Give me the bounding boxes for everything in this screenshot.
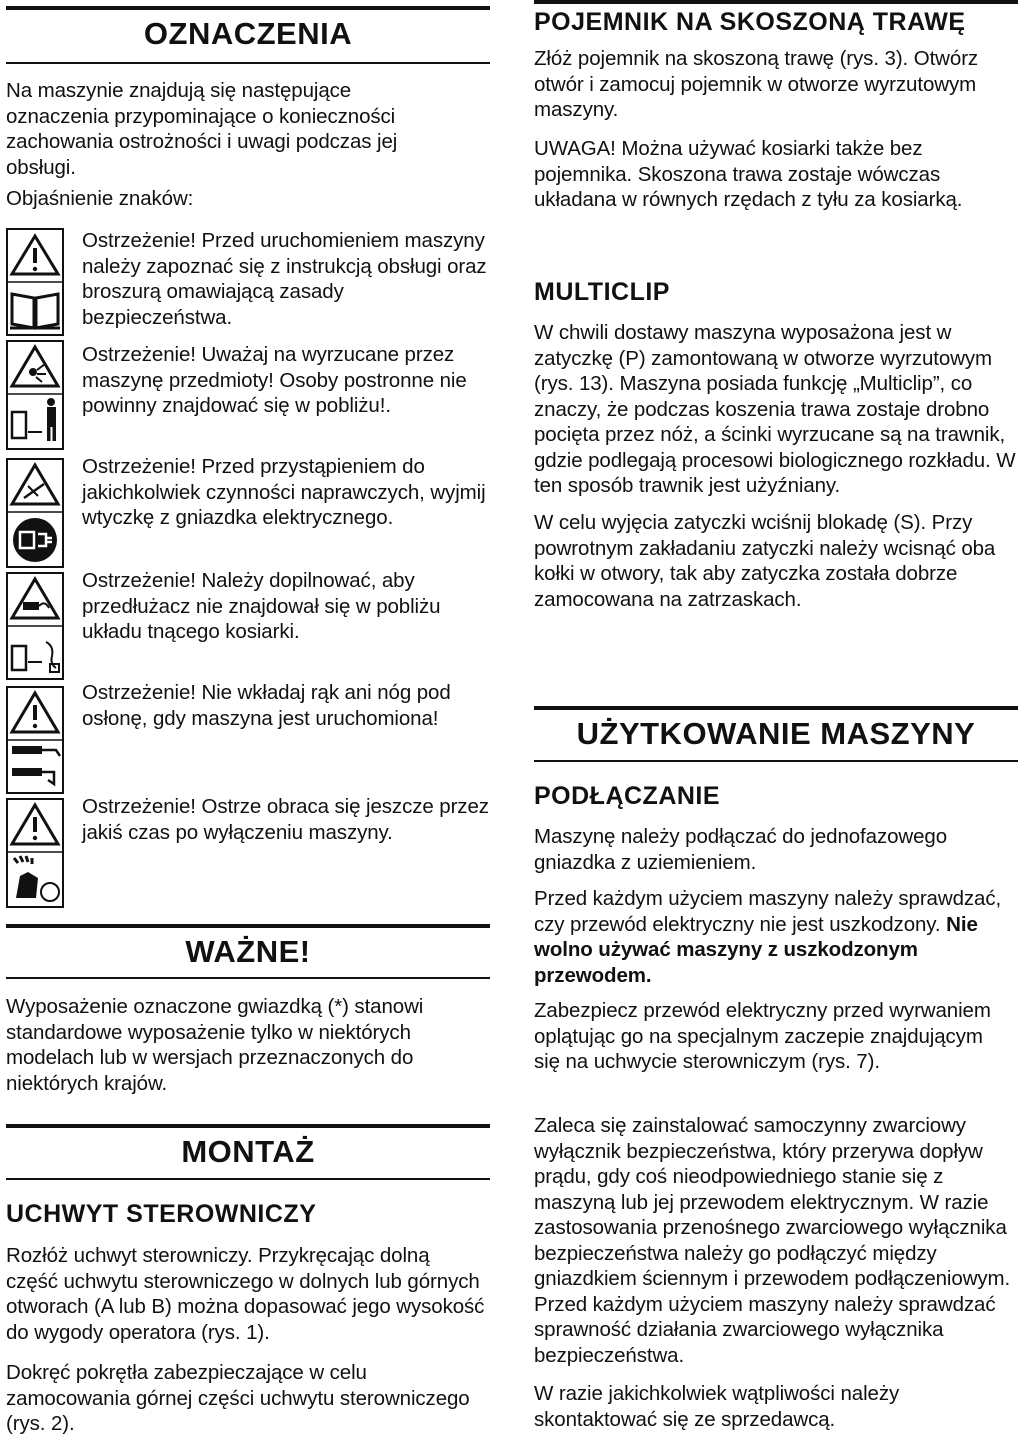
section-title-oznaczenia: OZNACZENIA — [143, 16, 353, 51]
sign-icons — [6, 458, 64, 568]
hand-foot-blade-icon — [12, 746, 60, 784]
thrown-objects-warning-icon — [12, 347, 58, 386]
pojemnik-paragraph: UWAGA! Można używać kosiarki także bez pojemnika. Skoszona trawa zostaje wówczas układana w równych rzędach z tyłu za kosiarką. — [534, 137, 963, 211]
montaz-paragraph: Rozłóż uchwyt sterowniczy. Przykręcając dolną część uchwytu sterowniczego w dolnych lub górnych otworach (A lub B) można dopasować jego wysokość do wygody operatora (rys. 1). — [6, 1244, 485, 1344]
section-rule-bottom — [534, 760, 1018, 762]
sign-icons — [6, 228, 64, 336]
sign-icons — [6, 798, 64, 908]
damaged-cable-warning: Nie wolno używać maszyny z uszkodzonym przewodem. — [534, 912, 978, 987]
sign-icon-box — [6, 228, 66, 336]
subsection-title-podlaczanie: PODŁĄCZANIE — [534, 782, 721, 810]
multiclip-paragraph: W celu wyjęcia zatyczki wciśnij blokadę (S). Przy powrotnym zakładaniu zatyczki należy wcisnąć oba kołki w otwory, tak aby zatyczka została dobrze zamocowana na zatrzaskach. — [534, 511, 996, 611]
sign-icon-box — [6, 798, 66, 908]
open-book-icon — [10, 294, 60, 328]
section-rule-top — [6, 924, 490, 928]
section-rule-bottom — [6, 977, 490, 979]
section-rule-top — [6, 1124, 490, 1128]
sign-text: Ostrzeżenie! Przed przystąpieniem do jakichkolwiek czynności naprawczych, wyjmij wtyczkę z gniazdka elektrycznego. — [82, 455, 486, 529]
sign-icon-box — [6, 686, 66, 794]
section-title-pojemnik: POJEMNIK NA SKOSZONĄ TRAWĘ — [534, 8, 966, 36]
subsection-title-uchwyt: UCHWYT STEROWNICZY — [6, 1200, 317, 1228]
cable-check-text: Przed każdym użyciem maszyny należy sprawdzać, czy przewód elektryczny nie jest uszkodzony. — [534, 887, 1002, 936]
section-rule-bottom — [6, 62, 490, 64]
uzytkowanie-paragraph: W razie jakichkolwiek wątpliwości należy skontaktować się ze sprzedawcą. — [534, 1382, 900, 1431]
sign-icons — [6, 340, 64, 450]
oznaczenia-intro: Na maszynie znajdują się następujące oznaczenia przypominające o konieczności zachowania ostrożności i uwagi podczas jej obsługi. — [6, 79, 398, 179]
blade-rotating-stop-icon — [14, 856, 59, 901]
uzytkowanie-paragraph: Zaleca się zainstalować samoczynny zwarciowy wyłącznik bezpieczeństwa, który przerywa dopływ prądu, gdy coś nieodpowiedniego stanie się z maszyną lub jej przewodem elektrycznym. W razie zastosowania przenośnego zwarciowego wyłącznika bezpieczeństwa należy go podłączyć między gniazdkiem ściennym i przewodem podłączeniowym. Przed każdym użyciem maszyny należy sprawdzać sprawność działania zwarciowego wyłącznika bezpieczeństwa. — [534, 1114, 1011, 1367]
section-title-uzytkowanie: UŻYTKOWANIE MASZYNY — [576, 716, 976, 751]
sign-icon-box — [6, 340, 66, 450]
section-title-wazne: WAŻNE! — [185, 934, 311, 969]
legend-label: Objaśnienie znaków: — [6, 187, 194, 210]
sign-text: Ostrzeżenie! Należy dopilnować, aby przedłużacz nie znajdował się w pobliżu układu tnącego kosiarki. — [82, 569, 441, 643]
warning-triangle-icon — [12, 693, 58, 732]
multiclip-paragraph: W chwili dostawy maszyna wyposażona jest w zatyczkę (P) zamontowaną w otworze wyrzutowym (rys. 13). Maszyna posiada funkcję „Multiclip”, co znaczy, że podczas koszenia trawa zostaje drobno pocięta przez nóż, a ścinki wyrzucane są na trawnik, gdzie podlegają procesowi biologicznego rozkładu. W ten sposób trawnik jest użyźniany. — [534, 321, 1016, 497]
unplug-icon — [13, 518, 57, 562]
keep-distance-person-icon — [12, 398, 56, 441]
section-rule-bottom — [6, 1178, 490, 1180]
sign-text: Ostrzeżenie! Przed uruchomieniem maszyny należy zapoznać się z instrukcją obsługi oraz broszurą omawiającą zasady bezpieczeństwa. — [82, 229, 487, 329]
sign-text: Ostrzeżenie! Uważaj na wyrzucane przez maszynę przedmioty! Osoby postronne nie powinny znajdować się w pobliżu!. — [82, 343, 467, 417]
sign-icons — [6, 686, 64, 794]
warning-triangle-icon — [12, 805, 58, 844]
uzytkowanie-paragraph: Zabezpiecz przewód elektryczny przed wyrwaniem oplątując go na specjalnym zaczepie znajdującym się na uchwycie sterowniczym (rys. 7). — [534, 999, 991, 1073]
section-title-multiclip: MULTICLIP — [534, 278, 670, 306]
section-rule-top — [6, 6, 490, 10]
pojemnik-paragraph: Złóż pojemnik na skoszoną trawę (rys. 3). Otwórz otwór i zamocuj pojemnik w otworze wyrzutowym maszyny. — [534, 47, 979, 121]
section-rule-top — [534, 706, 1018, 710]
sign-text: Ostrzeżenie! Nie wkładaj rąk ani nóg pod osłonę, gdy maszyna jest uruchomiona! — [82, 681, 451, 730]
sign-icons — [6, 572, 64, 680]
repair-warning-icon — [12, 465, 58, 504]
uzytkowanie-paragraph: Maszynę należy podłączać do jednofazowego gniazdka z uziemieniem. — [534, 825, 947, 874]
cable-cutting-warning-icon — [12, 579, 58, 618]
uzytkowanie-paragraph — [534, 886, 1018, 988]
wazne-text: Wyposażenie oznaczone gwiazdką (*) stanowi standardowe wyposażenie tylko w niektórych modelach lub w wersjach przeznaczonych do niektórych krajów. — [6, 995, 424, 1095]
sign-icon-box — [6, 572, 66, 680]
sign-text: Ostrzeżenie! Ostrze obraca się jeszcze przez jakiś czas po wyłączeniu maszyny. — [82, 795, 489, 844]
keep-cable-away-icon — [12, 642, 59, 672]
section-title-montaz: MONTAŻ — [181, 1134, 315, 1169]
montaz-paragraph: Dokręć pokrętła zabezpieczające w celu zamocowania górnej części uchwytu sterowniczego (rys. 2). — [6, 1361, 470, 1435]
warning-triangle-icon — [12, 236, 58, 274]
section-rule-top — [534, 0, 1018, 4]
sign-icon-box — [6, 458, 66, 568]
